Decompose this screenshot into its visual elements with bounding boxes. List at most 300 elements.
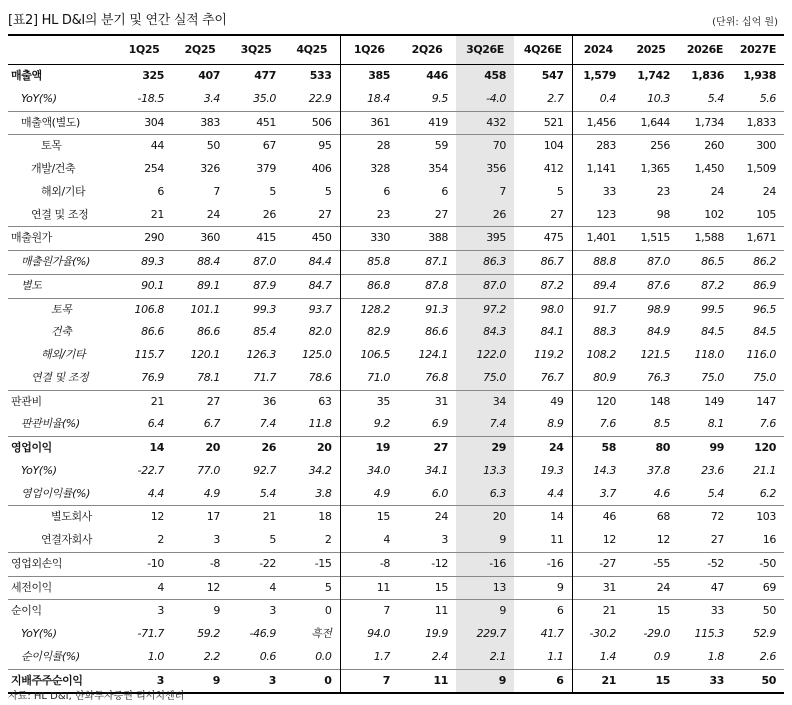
table-cell: 75.0 — [753, 370, 776, 384]
table-cell: 446 — [398, 65, 456, 88]
table-cell: 26 — [262, 207, 276, 221]
table-cell: 24 — [624, 576, 678, 600]
table-cell: 21 — [228, 506, 284, 529]
table-cell: 115.7 — [134, 348, 164, 361]
table-cell: 26 — [456, 204, 514, 227]
table-row — [8, 321, 784, 344]
table-cell: 121.5 — [640, 348, 670, 361]
table-cell: 86.8 — [340, 274, 398, 298]
table-cell: 84.5 — [701, 325, 724, 339]
table-cell: 24 — [762, 184, 776, 198]
table-cell: 91.3 — [398, 298, 456, 321]
table-cell: 395 — [456, 227, 514, 251]
table-cell: 63 — [284, 390, 340, 413]
row-label: 개발/건축 — [31, 162, 76, 175]
table-cell: 1,836 — [678, 65, 732, 88]
table-cell: 44 — [116, 135, 172, 158]
table-cell: 21 — [572, 669, 624, 693]
table-cell: 1,579 — [572, 65, 624, 88]
table-cell: 7 — [340, 669, 398, 693]
table-cell: 125.0 — [302, 348, 332, 361]
table-cell: 256 — [624, 135, 678, 158]
table-cell: 0 — [284, 600, 340, 623]
table-row — [8, 623, 784, 646]
table-cell: 16 — [762, 533, 776, 546]
table-cell: 15 — [624, 669, 678, 693]
table-cell: 1,644 — [624, 111, 678, 135]
table-cell: 4 — [116, 576, 172, 600]
table-cell: 1,938 — [732, 65, 784, 88]
table-cell: 108.2 — [572, 344, 624, 367]
table-cell: 7.4 — [259, 417, 276, 431]
table-cell: 11 — [550, 533, 564, 546]
table-cell: 7 — [213, 184, 220, 198]
table-cell: 58 — [572, 437, 624, 460]
table-cell: 76.3 — [647, 370, 670, 384]
table-cell: 24 — [398, 506, 456, 529]
table-cell: 21 — [150, 207, 164, 221]
table-cell: 6.3 — [456, 483, 514, 506]
table-cell: 3 — [116, 600, 172, 623]
table-cell: 98.0 — [514, 298, 572, 321]
table-cell: -15 — [284, 552, 340, 576]
table-cell: 15 — [398, 576, 456, 600]
table-row — [8, 552, 784, 576]
table-cell: 76.8 — [425, 370, 448, 384]
table-cell: 27 — [550, 207, 564, 221]
table-cell: 78.1 — [197, 370, 220, 384]
row-label: 순이익률(%) — [21, 649, 80, 663]
table-cell: 123 — [572, 204, 624, 227]
table-cell: 325 — [116, 65, 172, 88]
table-cell: 6.9 — [431, 417, 448, 431]
table-cell: 84.7 — [284, 274, 340, 298]
table-cell: 1,742 — [624, 65, 678, 88]
table-cell: 7.4 — [456, 413, 514, 436]
table-row — [8, 367, 784, 390]
table-cell: 99 — [678, 437, 732, 460]
table-cell: 1.8 — [707, 649, 724, 663]
table-cell: 49 — [514, 390, 572, 413]
table-cell: 5.4 — [259, 486, 276, 500]
header-row — [8, 35, 784, 65]
table-cell: -8 — [340, 552, 398, 576]
table-cell: 1,509 — [746, 162, 776, 175]
column-header: 4Q26E — [514, 35, 572, 65]
source-note: 자료: HL D&I, 한화투자증권 리서치센터 — [8, 691, 185, 702]
table-cell: 521 — [514, 111, 572, 135]
table-cell: 1,365 — [640, 162, 670, 175]
table-row — [8, 460, 784, 483]
table-cell: 86.6 — [197, 325, 220, 339]
table-cell: 72 — [678, 506, 732, 529]
table-cell: 118.0 — [694, 348, 724, 361]
row-label: 별도 — [8, 274, 116, 298]
table-cell: 6 — [514, 669, 572, 693]
table-cell: 89.4 — [572, 274, 624, 298]
row-label: 별도회사 — [8, 506, 116, 529]
table-cell: 103 — [732, 506, 784, 529]
table-cell: 354 — [428, 162, 448, 175]
table-cell: 13 — [456, 576, 514, 600]
table-cell: 88.4 — [172, 251, 228, 275]
table-cell: 87.2 — [678, 274, 732, 298]
table-cell: 2.7 — [547, 91, 564, 105]
table-cell: 89.3 — [116, 251, 172, 275]
table-cell: 41.7 — [540, 627, 564, 640]
table-cell: 6 — [514, 600, 572, 623]
table-cell: 96.5 — [732, 298, 784, 321]
table-cell: 23 — [656, 184, 670, 198]
table-cell: 5 — [269, 184, 276, 198]
table-row — [8, 88, 784, 111]
table-cell: 147 — [732, 390, 784, 413]
table-cell: 12 — [172, 576, 228, 600]
table-cell: 356 — [456, 158, 514, 181]
table-cell: 67 — [228, 135, 284, 158]
table-cell: 1,671 — [732, 227, 784, 251]
table-cell: 4.9 — [203, 486, 220, 500]
table-cell: 0.4 — [572, 88, 624, 111]
table-cell: -22 — [228, 552, 284, 576]
table-cell: 383 — [172, 111, 228, 135]
table-cell: 149 — [678, 390, 732, 413]
table-cell: 36 — [228, 390, 284, 413]
column-header: 2025 — [624, 35, 678, 65]
table-cell: -55 — [624, 552, 678, 576]
table-cell: 68 — [624, 506, 678, 529]
table-cell: 254 — [144, 162, 164, 175]
table-cell: 1,141 — [572, 158, 624, 181]
table-cell: 33 — [572, 181, 624, 204]
table-cell: 76.9 — [141, 370, 164, 384]
table-cell: 52.9 — [753, 627, 776, 640]
row-label: 세전이익 — [8, 576, 116, 600]
table-cell: 84.3 — [456, 321, 514, 344]
table-cell: 84.5 — [753, 325, 776, 339]
table-cell: 379 — [256, 162, 276, 175]
row-label: 건축 — [51, 325, 72, 339]
table-cell: 87.2 — [514, 274, 572, 298]
table-row — [8, 529, 784, 552]
table-cell: 27 — [172, 390, 228, 413]
table-cell: 87.8 — [398, 274, 456, 298]
table-cell: 46 — [572, 506, 624, 529]
table-cell: 4.4 — [147, 486, 164, 500]
table-cell: 35.0 — [253, 91, 276, 105]
table-cell: 86.6 — [141, 325, 164, 339]
row-label: 지배주주순이익 — [8, 669, 116, 693]
table-cell: 14 — [514, 506, 572, 529]
table-cell: 415 — [228, 227, 284, 251]
column-header: 3Q25 — [228, 35, 284, 65]
row-label: 매출원가율(%) — [8, 251, 116, 275]
earnings-table — [8, 34, 784, 694]
column-header: 2Q25 — [172, 35, 228, 65]
table-cell: 7 — [456, 181, 514, 204]
table-cell: 4.9 — [340, 483, 398, 506]
table-cell: 59.2 — [197, 627, 220, 640]
table-cell: 2.1 — [456, 646, 514, 669]
table-cell: 50 — [172, 135, 228, 158]
table-cell: 27 — [434, 207, 448, 221]
table-cell: -10 — [116, 552, 172, 576]
table-cell: 18 — [284, 506, 340, 529]
table-cell: 12 — [116, 506, 172, 529]
table-cell: 1,515 — [624, 227, 678, 251]
table-cell: 흑전 — [311, 627, 332, 640]
table-cell: 3.7 — [572, 483, 624, 506]
table-cell: 148 — [624, 390, 678, 413]
table-cell: 18.4 — [340, 88, 398, 111]
table-cell: 9 — [172, 600, 228, 623]
table-cell: 1,833 — [732, 111, 784, 135]
column-header: 2027E — [732, 35, 784, 65]
row-label: 해외/기타 — [41, 184, 86, 198]
table-cell: 105 — [756, 207, 776, 221]
table-cell: 93.7 — [284, 298, 340, 321]
table-cell: 5.4 — [707, 91, 724, 105]
table-cell: 260 — [678, 135, 732, 158]
table-cell: 0.0 — [315, 649, 332, 663]
table-cell: 432 — [456, 111, 514, 135]
table-row — [8, 65, 784, 88]
table-cell: 407 — [172, 65, 228, 88]
table-cell: 2 — [324, 533, 332, 546]
table-cell: 1,734 — [678, 111, 732, 135]
table-cell: 450 — [284, 227, 340, 251]
table-cell: 20 — [284, 437, 340, 460]
table-cell: 87.9 — [228, 274, 284, 298]
row-label: 연결 및 조정 — [31, 370, 89, 384]
table-row — [8, 600, 784, 623]
table-cell: 1,588 — [678, 227, 732, 251]
table-cell: 360 — [172, 227, 228, 251]
table-cell: 290 — [116, 227, 172, 251]
table-cell: -52 — [678, 552, 732, 576]
table-cell: 34.1 — [425, 463, 448, 477]
table-cell: 97.2 — [456, 298, 514, 321]
table-cell: 3.8 — [315, 486, 332, 500]
row-label: YoY(%) — [21, 627, 57, 640]
table-row — [8, 158, 784, 181]
table-cell: 99.5 — [678, 298, 732, 321]
table-cell: -50 — [732, 552, 784, 576]
table-cell: 71.0 — [340, 367, 398, 390]
table-cell: -22.7 — [137, 463, 164, 477]
table-cell: 9 — [514, 576, 572, 600]
table-cell: 304 — [116, 111, 172, 135]
table-cell: 84.4 — [284, 251, 340, 275]
table-cell: 31 — [398, 390, 456, 413]
table-cell: 8.1 — [707, 417, 724, 431]
table-cell: 229.7 — [456, 623, 514, 646]
table-cell: 5.4 — [707, 486, 724, 500]
table-cell: 2.6 — [759, 649, 776, 663]
table-cell: 31 — [572, 576, 624, 600]
table-row — [8, 227, 784, 251]
table-cell: 24 — [206, 207, 220, 221]
table-cell: 6.2 — [759, 486, 776, 500]
table-row — [8, 344, 784, 367]
table-cell: 119.2 — [534, 348, 564, 361]
table-cell: 5 — [324, 184, 332, 198]
table-cell: 82.9 — [340, 321, 398, 344]
table-cell: 124.1 — [418, 348, 448, 361]
table-cell: 87.1 — [398, 251, 456, 275]
table-cell: 80 — [624, 437, 678, 460]
table-cell: 22.9 — [308, 91, 332, 105]
table-row — [8, 390, 784, 413]
table-row — [8, 181, 784, 204]
table-cell: 19.3 — [540, 463, 564, 477]
table-cell: 17 — [172, 506, 228, 529]
table-cell: 21 — [572, 600, 624, 623]
table-row — [8, 506, 784, 529]
row-label: YoY(%) — [21, 91, 57, 105]
column-header: 2Q26 — [398, 35, 456, 65]
table-cell: -29.0 — [643, 627, 670, 640]
table-cell: 24 — [710, 184, 724, 198]
table-cell: 406 — [311, 162, 332, 175]
table-cell: 28 — [340, 135, 398, 158]
table-cell: 91.7 — [572, 298, 624, 321]
table-cell: 328 — [340, 158, 398, 181]
table-cell: 21 — [116, 390, 172, 413]
column-header: 1Q25 — [116, 35, 172, 65]
table-cell: 451 — [228, 111, 284, 135]
table-cell: 5.6 — [759, 91, 776, 105]
table-cell: 477 — [228, 65, 284, 88]
table-row — [8, 646, 784, 669]
table-cell: 8.5 — [653, 417, 670, 431]
row-label: 판관비 — [8, 390, 116, 413]
table-cell: 2 — [157, 533, 164, 546]
table-cell: 12 — [656, 533, 670, 546]
table-cell: 13.3 — [456, 460, 514, 483]
table-cell: 1.4 — [572, 646, 624, 669]
table-cell: 475 — [514, 227, 572, 251]
column-header: 2026E — [678, 35, 732, 65]
table-cell: 98.9 — [624, 298, 678, 321]
table-cell: 76.7 — [540, 370, 564, 384]
table-cell: 106.5 — [340, 344, 398, 367]
table-cell: 15 — [340, 506, 398, 529]
table-cell: 87.0 — [456, 274, 514, 298]
table-row — [8, 274, 784, 298]
table-cell: 1,401 — [572, 227, 624, 251]
table-cell: -16 — [514, 552, 572, 576]
table-cell: 23.6 — [701, 463, 724, 477]
table-cell: 6.0 — [431, 486, 448, 500]
table-cell: 86.6 — [425, 325, 448, 339]
table-cell: -12 — [398, 552, 456, 576]
row-label: 영업외손익 — [8, 552, 116, 576]
row-label: 토목 — [8, 298, 116, 321]
row-label: 토목 — [8, 135, 116, 158]
table-cell: -71.7 — [137, 627, 164, 640]
table-cell: 82.0 — [308, 325, 332, 339]
table-cell: 15 — [624, 600, 678, 623]
table-body — [8, 65, 784, 694]
table-cell: 6 — [157, 184, 164, 198]
row-label: 매출액 — [8, 65, 116, 88]
table-cell: 47 — [678, 576, 732, 600]
table-cell: 1.7 — [340, 646, 398, 669]
table-cell: 27 — [318, 207, 332, 221]
table-cell: 20 — [456, 506, 514, 529]
table-cell: 6 — [441, 184, 448, 198]
table-cell: 84.1 — [540, 325, 564, 339]
table-cell: 0 — [284, 669, 340, 693]
table-cell: 59 — [398, 135, 456, 158]
table-cell: 326 — [200, 162, 220, 175]
table-cell: 87.0 — [228, 251, 284, 275]
table-row — [8, 111, 784, 135]
table-cell: 50 — [732, 600, 784, 623]
table-cell: 75.0 — [456, 367, 514, 390]
table-cell: 385 — [340, 65, 398, 88]
table-cell: 99.3 — [228, 298, 284, 321]
table-cell: 3 — [116, 669, 172, 693]
table-cell: 29 — [456, 437, 514, 460]
table-cell: 9.2 — [340, 413, 398, 436]
table-cell: 80.9 — [572, 367, 624, 390]
table-cell: -30.2 — [572, 623, 624, 646]
table-row — [8, 251, 784, 275]
table-cell: -18.5 — [137, 91, 164, 105]
row-label: 매출원가 — [8, 227, 116, 251]
table-cell: 11 — [340, 576, 398, 600]
table-cell: 88.3 — [572, 321, 624, 344]
table-cell: 115.3 — [694, 627, 724, 640]
table-cell: 21.1 — [753, 463, 776, 477]
table-cell: 9 — [456, 529, 514, 552]
table-cell: 10.3 — [647, 91, 670, 105]
unit-note: (단위: 십억 원) — [712, 17, 778, 28]
table-cell: 34 — [456, 390, 514, 413]
table-row — [8, 413, 784, 436]
table-cell: 4.4 — [547, 486, 564, 500]
table-cell: 4 — [228, 576, 284, 600]
table-cell: 87.6 — [624, 274, 678, 298]
table-cell: 27 — [710, 533, 724, 546]
table-cell: 77.0 — [197, 463, 220, 477]
table-cell: 361 — [340, 111, 398, 135]
table-cell: 86.9 — [732, 274, 784, 298]
table-cell: 458 — [456, 65, 514, 88]
table-row — [8, 298, 784, 321]
table-cell: 120.1 — [190, 348, 220, 361]
table-row — [8, 437, 784, 460]
table-cell: 120 — [732, 437, 784, 460]
table-cell: 4.6 — [653, 486, 670, 500]
table-cell: 11 — [398, 669, 456, 693]
table-cell: 0.6 — [259, 649, 276, 663]
table-cell: 1,456 — [572, 111, 624, 135]
table-cell: 86.7 — [514, 251, 572, 275]
table-cell: 85.8 — [340, 251, 398, 275]
table-cell: 86.2 — [732, 251, 784, 275]
table-cell: 9.5 — [431, 91, 448, 105]
table-cell: 69 — [732, 576, 784, 600]
table-cell: 87.0 — [624, 251, 678, 275]
table-cell: 7.6 — [572, 413, 624, 436]
table-cell: 26 — [228, 437, 284, 460]
table-cell: 8.9 — [547, 417, 564, 431]
table-cell: 23 — [340, 204, 398, 227]
row-label: 매출액(별도) — [8, 111, 116, 135]
